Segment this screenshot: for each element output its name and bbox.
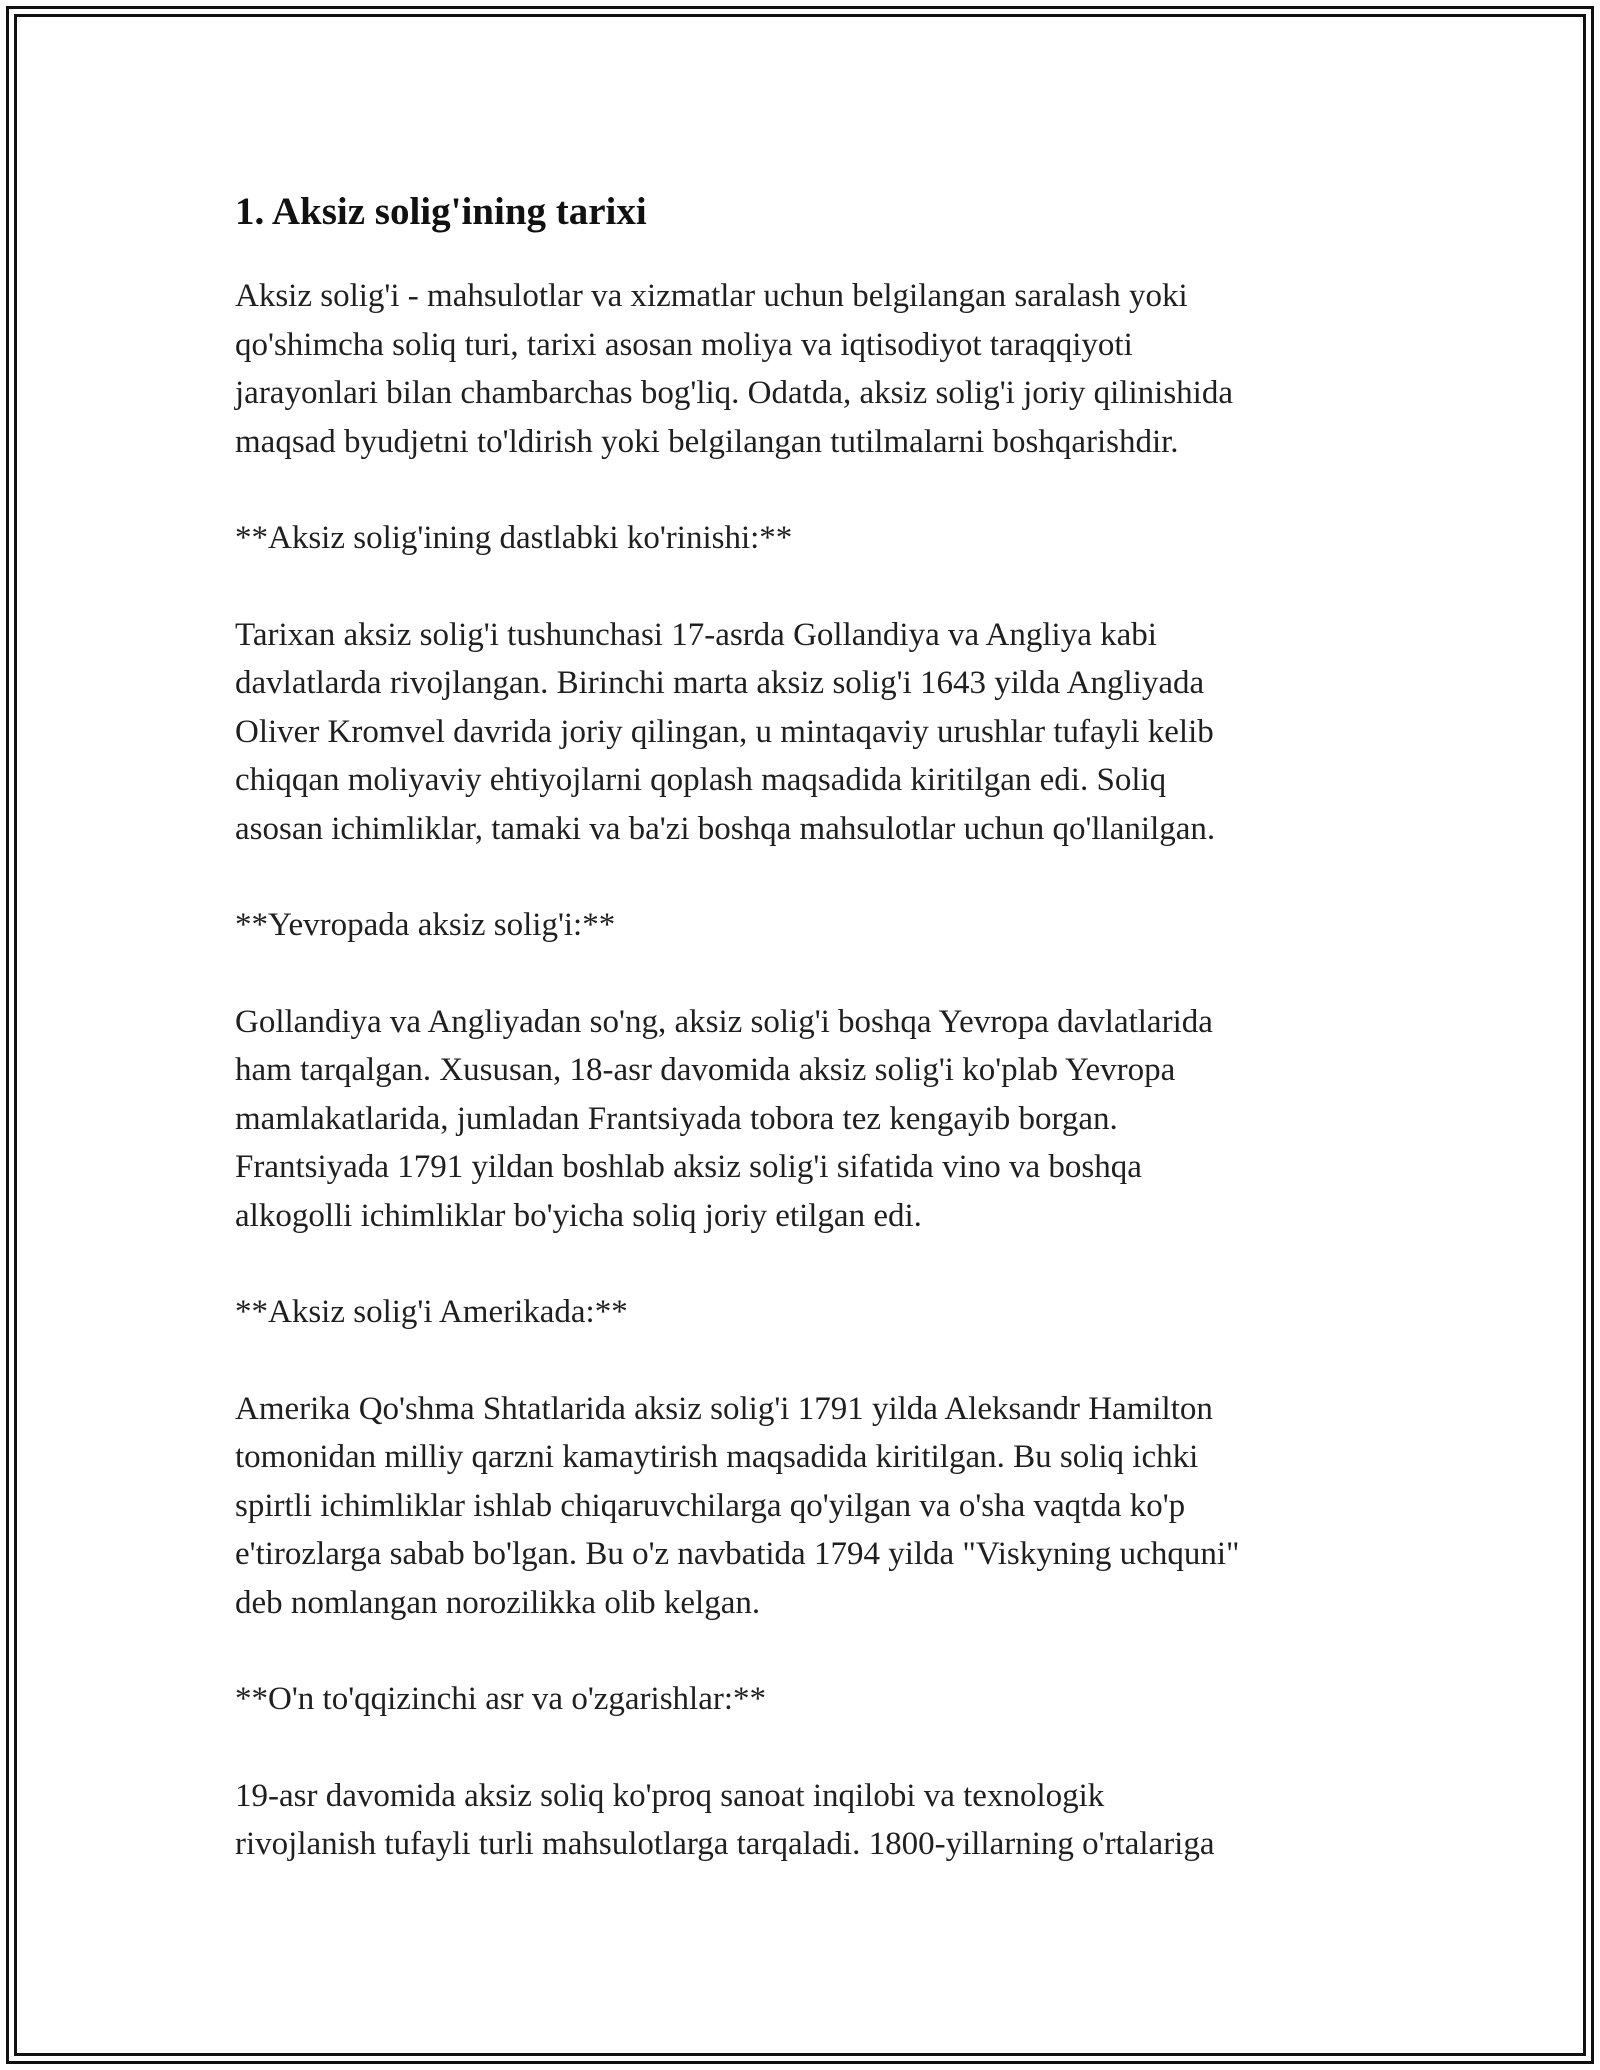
text-line: Frantsiyada 1791 yildan boshlab aksiz solig'i sifatida vino va boshqa: [235, 1149, 1142, 1185]
subheading-nineteenth-century: [235, 1675, 1385, 1724]
text-line: **Aksiz solig'ining dastlabki ko'rinishi:**: [235, 520, 793, 556]
text-line: Gollandiya va Angliyadan so'ng, aksiz solig'i boshqa Yevropa davlatlarida: [235, 1003, 1213, 1040]
text-line: asosan ichimliklar, tamaki va ba'zi boshqa mahsulotlar uchun qo'llanilgan.: [235, 810, 1216, 847]
text-line: Tarixan aksiz solig'i tushunchasi 17-asrda Gollandiya va Angliya kabi: [235, 616, 1157, 653]
text-line: spirtli ichimliklar ishlab chiqaruvchilarga qo'yilgan va o'sha vaqtda ko'p: [235, 1487, 1186, 1524]
text-line: qo'shimcha soliq turi, tarixi asosan moliya va iqtisodiyot taraqqiyoti: [235, 326, 1133, 363]
paragraph-europe: [235, 998, 1385, 1241]
text-line: alkogolli ichimliklar bo'yicha soliq joriy etilgan edi.: [235, 1197, 922, 1234]
text-line: deb nomlangan norozilikka olib kelgan.: [235, 1584, 761, 1621]
paragraph-intro: [235, 272, 1385, 466]
text-line: tomonidan milliy qarzni kamaytirish maqsadida kiritilgan. Bu soliq ichki: [235, 1439, 1199, 1475]
text-line: rivojlanish tufayli turli mahsulotlarga tarqaladi. 1800-yillarning o'rtalariga: [235, 1826, 1215, 1862]
text-line: maqsad byudjetni to'ldirish yoki belgilangan tutilmalarni boshqarishdir.: [235, 423, 1179, 460]
paragraph-nineteenth-century: [235, 1772, 1385, 1869]
text-line: e'tirozlarga sabab bo'lgan. Bu o'z navbatida 1794 yilda "Viskyning uchquni": [235, 1536, 1240, 1572]
text-line: 19-asr davomida aksiz soliq ko'proq sanoat inqilobi va texnologik: [235, 1777, 1105, 1814]
text-line: **O'n to'qqizinchi asr va o'zgarishlar:**: [235, 1681, 767, 1717]
text-line: **Yevropada aksiz solig'i:**: [235, 907, 616, 943]
subheading-america: [235, 1288, 1385, 1337]
text-line: mamlakatlarida, jumladan Frantsiyada tobora tez kengayib borgan.: [235, 1100, 1118, 1137]
text-line: **Aksiz solig'i Amerikada:**: [235, 1294, 628, 1330]
subheading-europe: [235, 901, 1385, 950]
text-line: jarayonlari bilan chambarchas bog'liq. Odatda, aksiz solig'i joriy qilinishida: [235, 375, 1233, 411]
text-line: Oliver Kromvel davrida joriy qilingan, u mintaqaviy urushlar tufayli kelib: [235, 713, 1214, 750]
paragraph-america: [235, 1385, 1385, 1628]
text-line: Aksiz solig'i - mahsulotlar va xizmatlar uchun belgilangan saralash yoki: [235, 278, 1188, 314]
text-line: Amerika Qo'shma Shtatlarida aksiz solig'i 1791 yilda Aleksandr Hamilton: [235, 1390, 1213, 1427]
text-line: chiqqan moliyaviy ehtiyojlarni qoplash maqsadida kiritilgan edi. Soliq: [235, 762, 1167, 798]
text-line: ham tarqalgan. Xususan, 18-asr davomida aksiz solig'i ko'plab Yevropa: [235, 1052, 1176, 1088]
paragraph-early-history: [235, 611, 1385, 854]
document-body: [235, 184, 1385, 1917]
section-heading: 1. Aksiz solig'ining tarixi: [235, 190, 647, 233]
text-line: davlatlarda rivojlangan. Birinchi marta aksiz solig'i 1643 yilda Angliyada: [235, 665, 1205, 701]
subheading-early-form: [235, 514, 1385, 563]
